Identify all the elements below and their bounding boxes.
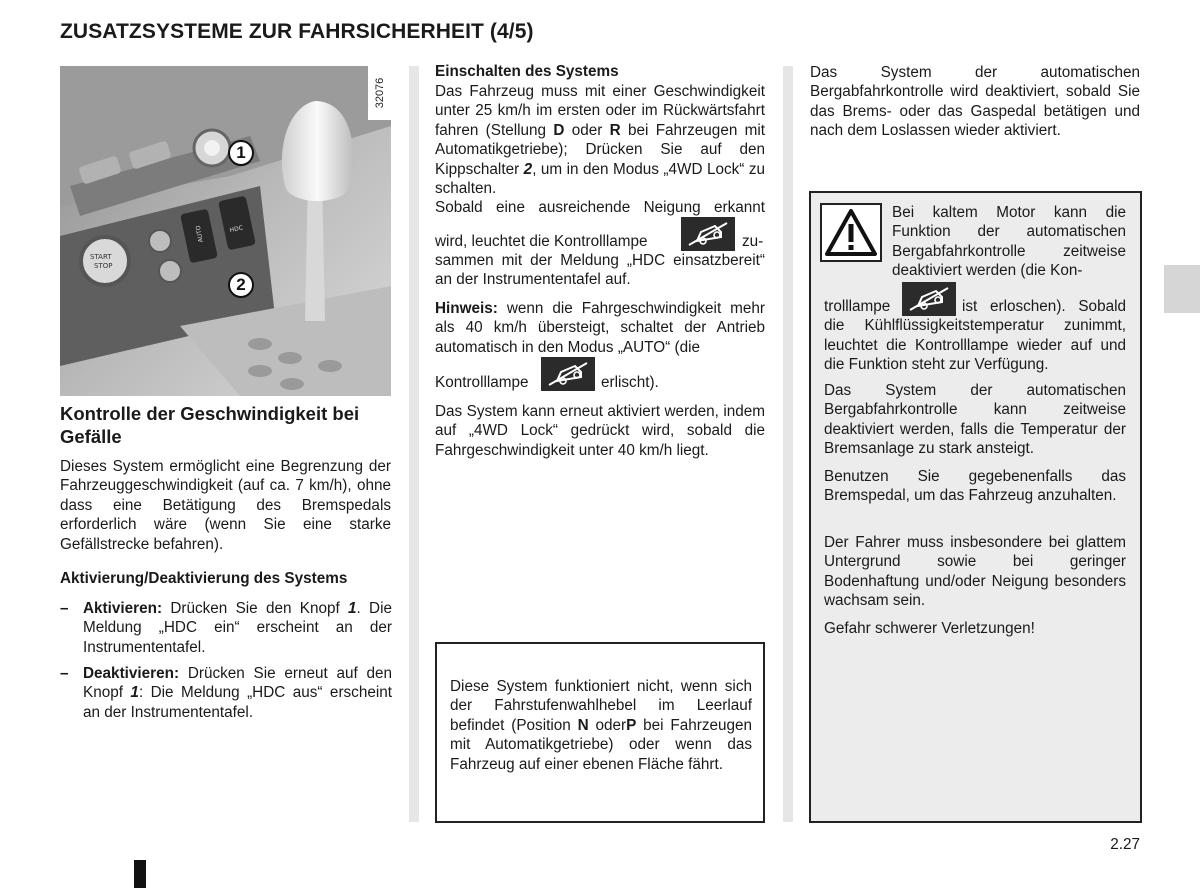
console-illustration: [60, 66, 391, 396]
chapter-tab: [1164, 265, 1200, 313]
svg-text:STOP: STOP: [94, 262, 113, 270]
warning-text-pedal: Benutzen Sie gegebenenfalls das Bremspedal, um das Fahrzeug anzuhalten.: [824, 468, 1126, 505]
note-paragraph: Hinweis: wenn die Fahrgeschwindigkeit mehr als 40 km/h übersteigt, schaltet der Antrieb automatisch in den Modus „AUTO“ (die: [435, 300, 765, 356]
console-photo: [60, 66, 391, 396]
warning-text-lamp: ist erloschen). Sobald die Kühlflüssigkeitstemperatur zunimmt, leuchtet die Kontrolllampe wieder auf und die Funktion steht zur Verfügung.: [824, 298, 1126, 374]
warning-lamp-line: trolllampe: [824, 282, 1126, 322]
deactivate-item: – Deaktivieren: Drücken Sie erneut auf den Knopf 1: Die Meldung „HDC aus“ erscheint an der Instrumententafel.: [60, 665, 393, 721]
svg-text:AUTO: AUTO: [194, 224, 205, 243]
pedal-paragraph: Das System der automatischen Bergabfahrkontrolle wird deaktiviert, sobald Sie das Brems- oder das Gaspedal betätigen und nach dem Loslassen wieder aktiviert.: [810, 64, 1140, 140]
detect-paragraph-line1: Sobald eine ausreichende Neigung erkannt: [435, 199, 765, 216]
warning-text-driver: Der Fahrer muss insbesondere bei glattem Untergrund sowie bei geringer Bodenhaftung und/oder Neigung besonders wachsam sein.: [824, 534, 1126, 610]
warning-triangle-icon: [820, 203, 882, 262]
page-number: 2.27: [1110, 836, 1140, 853]
callout-2: 2: [228, 272, 254, 298]
warning-text-brakes: Das System der automatischen Bergabfahrkontrolle kann zeitweise deaktiviert werden, falls die Temperatur der Bremsanlage zu stark ansteigt.: [824, 382, 1126, 458]
column-divider-right: [783, 66, 793, 822]
hill-descent-control-icon: [541, 357, 595, 391]
reactivate-paragraph: Das System kann erneut aktiviert werden, indem auf „4WD Lock“ gedrückt wird, sobald die Fahrgeschwindigkeit unter 40 km/h liegt.: [435, 403, 765, 459]
activation-subheading: Aktivierung/Deaktivierung des Systems: [60, 570, 348, 587]
figure-code: 32076: [368, 66, 391, 120]
warning-text-danger: Gefahr schwerer Verletzungen!: [824, 620, 1035, 637]
edge-mark: [134, 860, 146, 888]
svg-text:HDC: HDC: [229, 224, 244, 235]
neutral-info-box: Diese System funktioniert nicht, wenn sich der Fahrstufenwahlhebel im Leerlauf befindet (Position N oderP bei Fahrzeugen mit Automatikgetriebe) oder wenn das Fahrzeug auf einer ebenen Fläche fährt.: [435, 642, 765, 823]
enable-paragraph: Das Fahrzeug muss mit einer Geschwindigkeit unter 25 km/h im ersten oder im Rückwärtsfahrt fahren (Stellung D oder R bei Fahrzeugen mit Automatikgetriebe); Drücken Sie auf den Kippschalter 2, um in den Modus „4WD Lock“ zu schalten.: [435, 83, 766, 198]
section-heading: Kontrolle der Geschwindigkeit bei Gefälle: [60, 403, 360, 447]
activate-item: – Aktivieren: Drücken Sie den Knopf 1. Die Meldung „HDC ein“ erscheint an der Instrumententafel.: [60, 600, 393, 656]
callout-1: 1: [228, 140, 254, 166]
intro-paragraph: Dieses System ermöglicht eine Begrenzung der Fahrzeuggeschwindigkeit (auf ca. 7 km/h), ohne dass eine Betätigung des Bremspedals erforderlich wäre (wenn Sie eine starke Gefällstrecke befahren).: [60, 458, 391, 553]
detect-paragraph-rest: sammen mit der Meldung „HDC einsatzbereit“ an der Instrumententafel auf.: [435, 252, 765, 289]
column-divider-left: [409, 66, 419, 822]
hill-descent-control-icon: [681, 217, 735, 251]
warning-text-intro: Bei kaltem Motor kann die Funktion der automatischen Bergabfahrkontrolle zeitweise deaktiviert werden (die Kon-: [892, 204, 1126, 280]
svg-text:START: START: [90, 253, 112, 261]
note-paragraph-lamp: Kontrolllampe erlischt).: [435, 355, 765, 395]
detect-paragraph-line2: wird, leuchtet die Kontrolllampe zu-: [435, 217, 765, 257]
page-title: ZUSATZSYSTEME ZUR FAHRSICHERHEIT (4/5): [60, 20, 534, 43]
enable-subheading: Einschalten des Systems: [435, 63, 619, 80]
